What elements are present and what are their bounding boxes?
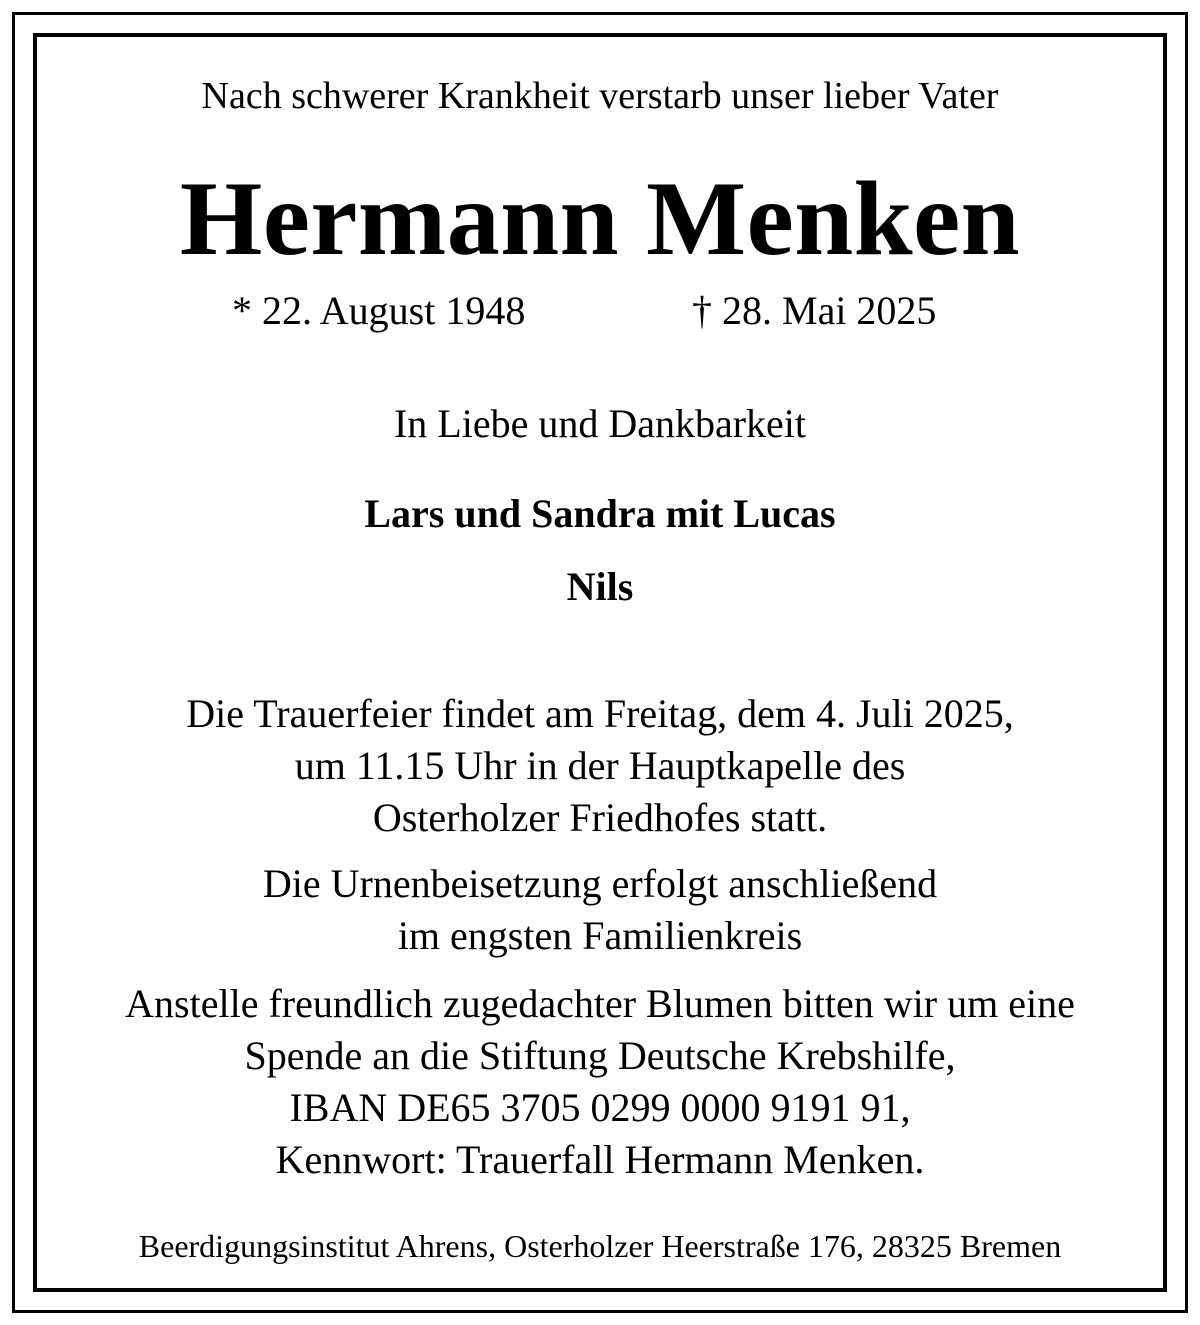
urn-line: Die Urnenbeisetzung erfolgt anschließend [262, 861, 938, 906]
undertaker-info: Beerdigungsinstitut Ahrens, Osterholzer Heerstraße 176, 28325 Bremen [138, 1228, 1062, 1264]
service-info [0, 688, 1200, 844]
donation-line: Anstelle freundlich zugedachter Blumen bitten wir um eine [125, 981, 1075, 1026]
birth-date: * 22. August 1948 [232, 288, 526, 333]
love-line: In Liebe und Dankbarkeit [393, 401, 807, 446]
donation-info [0, 978, 1200, 1186]
urn-line: im engsten Familienkreis [397, 913, 803, 958]
urn-info [0, 858, 1200, 962]
deceased-name: Hermann Menken [179, 160, 1021, 277]
donation-line: Spende an die Stiftung Deutsche Krebshilfe, [244, 1033, 956, 1078]
family-line: Lars und Sandra mit Lucas [364, 491, 836, 536]
death-date: † 28. Mai 2025 [692, 288, 937, 333]
service-line: Die Trauerfeier findet am Freitag, dem 4. Juli 2025, [186, 691, 1014, 736]
donation-line: Kennwort: Trauerfall Hermann Menken. [275, 1137, 925, 1182]
family-line: Nils [566, 564, 634, 609]
donation-line: IBAN DE65 3705 0299 0000 9191 91, [289, 1085, 911, 1130]
service-line: Osterholzer Friedhofes statt. [372, 795, 828, 840]
intro-text: Nach schwerer Krankheit verstarb unser lieber Vater [201, 75, 999, 117]
service-line: um 11.15 Uhr in der Hauptkapelle des [294, 743, 906, 788]
